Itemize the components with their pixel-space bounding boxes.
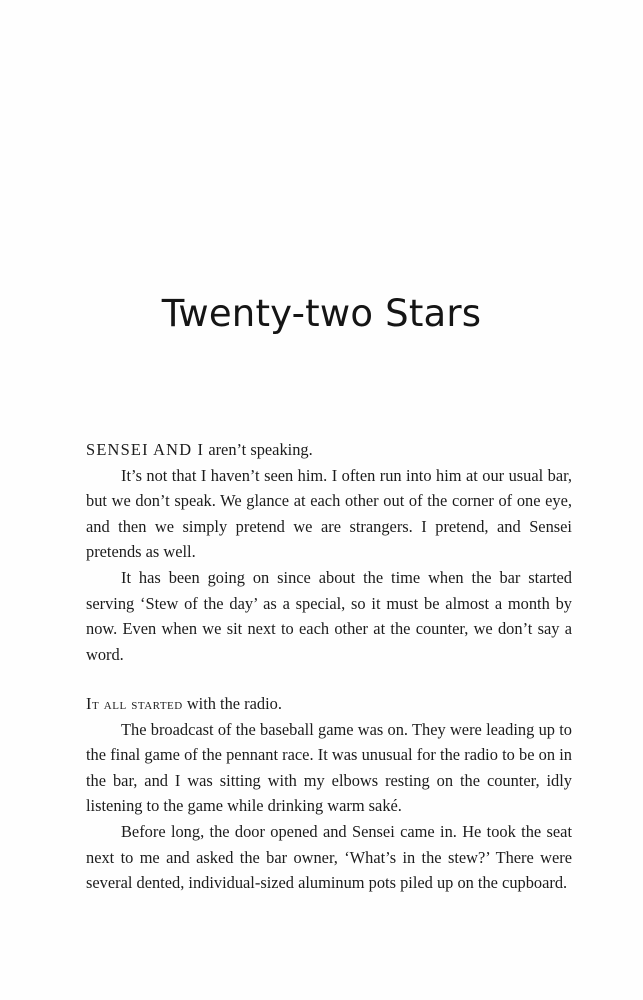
chapter-title: Twenty-two Stars — [161, 292, 482, 335]
section-opening-caps: It all started — [86, 694, 183, 713]
paragraph: It’s not that I haven’t seen him. I often run into him at our usual bar, but we don’t speak. We glance at each other out of the corner of one eye, and then we simply pretend we are strangers. I pretend, and Sensei pretends as well. — [86, 465, 572, 562]
section-two — [86, 691, 572, 896]
section-opening-paragraph — [86, 691, 572, 717]
section-one — [86, 437, 572, 667]
paragraph: The broadcast of the baseball game was on. They were leading up to the final game of the pennant race. It was unusual for the radio to be on in the bar, and I was sitting with my elbows resting on the counter, idly listening to the game while drinking warm saké. — [86, 719, 572, 816]
opening-caps: SENSEI AND I — [86, 440, 205, 459]
paragraph: It has been going on since about the time when the bar started serving ‘Stew of the day’ as a special, so it must be almost a month by now. Even when we sit next to each other at the counter, we don’t say a word. — [86, 567, 572, 664]
opening-rest: aren’t speaking. — [204, 440, 313, 459]
paragraph: Before long, the door opened and Sensei came in. He took the seat next to me and asked the bar owner, ‘What’s in the stew?’ There were several dented, individual-sized aluminum pots piled up on the cupboard. — [86, 821, 572, 893]
section-opening-rest: with the radio. — [182, 694, 282, 713]
opening-paragraph — [86, 437, 572, 463]
